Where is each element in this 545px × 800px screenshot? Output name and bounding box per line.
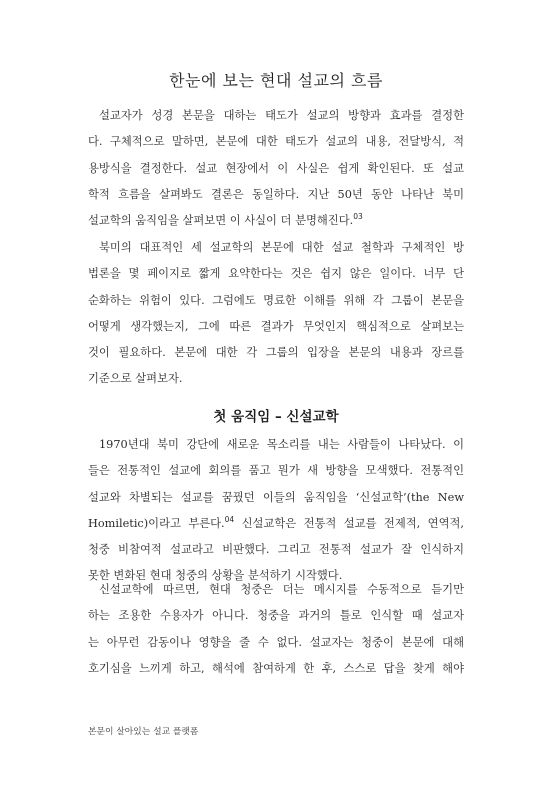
- body-paragraph: [88, 577, 464, 682]
- text-line: 못한 변화된 현대 청중의 상황을 분석하기 시작했다.: [88, 569, 343, 583]
- running-footer: 본문이 살아있는 설교 플랫폼: [88, 727, 199, 737]
- footnote-marker: 04: [224, 514, 235, 524]
- text-line: 법론을 몇 페이지로 짧게 요약한다는 것은 쉽지 않은 일이다. 너무 단: [88, 267, 464, 281]
- body-paragraph: [88, 235, 464, 393]
- body-paragraph: [88, 432, 464, 590]
- text-line: 용방식을 결정한다. 설교 현장에서 이 사실은 쉽게 확인된다. 또 설교: [88, 161, 464, 175]
- text-line: 1970년대 북미 강단에 새로운 목소리를 내는 사람들이 나타났다. 이: [99, 438, 464, 451]
- text-line: 다. 구체적으로 말하면, 본문에 대한 태도가 설교의 내용, 전달방식, 적: [88, 135, 464, 149]
- text-line: [88, 511, 464, 537]
- text-line: 어떻게 생각했는지, 그에 따른 결과가 무엇인지 핵심적으로 살펴보는: [88, 319, 464, 333]
- text-line: 설교와 차별되는 설교를 꿈꿨던 이들의 움직임을 ‘신설교학’(the New: [88, 490, 464, 504]
- text-line: 청중 비참여적 설교라고 비판했다. 그리고 전통적 설교가 잘 인식하지: [88, 543, 464, 557]
- text-line-content: 신설교학은 전통적 설교를 전제적, 연역적,: [234, 516, 464, 530]
- text-line: 호기심을 느끼게 하고, 해석에 참여하게 한 후, 스스로 답을 찾게 해야: [88, 661, 464, 675]
- text-line-content: 설교학의 움직임을 살펴보면 이 사실이 더 분명해진다.: [88, 214, 354, 228]
- text-line: 기준으로 살펴보자.: [88, 372, 183, 386]
- text-line: 하는 조용한 수용자가 아니다. 청중을 과거의 틀로 인식할 때 설교자: [88, 609, 464, 623]
- text-line: 신설교학에 따르면, 현대 청중은 더는 메시지를 수동적으로 듣기만: [99, 583, 464, 596]
- text-line: 들은 전통적인 설교에 회의를 품고 뭔가 새 방향을 모색했다. 전통적인: [88, 464, 464, 478]
- text-line: 것이 필요하다. 본문에 대한 각 그룹의 입장을 본문의 내용과 장르를: [88, 346, 464, 360]
- text-line: 설교자가 성경 본문을 대하는 태도가 설교의 방향과 효과를 결정한: [99, 109, 464, 122]
- body-paragraph: [88, 103, 464, 234]
- section-title: 첫 움직임 – 신설교학: [213, 409, 339, 425]
- chapter-title: 한눈에 보는 현대 설교의 흐름: [169, 71, 383, 90]
- book-page: [88, 0, 464, 800]
- text-line: 북미의 대표적인 세 설교학의 본문에 대한 설교 철학과 구체적인 방: [99, 241, 464, 254]
- footnote-marker: 03: [353, 212, 363, 222]
- text-line: [88, 208, 464, 234]
- text-line-content: Homiletic)이라고 부른다.: [88, 516, 225, 530]
- text-line: 는 아무런 감동이나 영향을 줄 수 없다. 설교자는 청중이 본문에 대해: [88, 635, 464, 649]
- text-line: 학적 흐름을 살펴봐도 결론은 동일하다. 지난 50년 동안 나타난 북미: [88, 187, 464, 201]
- text-line: 순화하는 위험이 있다. 그럼에도 명료한 이해를 위해 각 그룹이 본문을: [88, 293, 464, 307]
